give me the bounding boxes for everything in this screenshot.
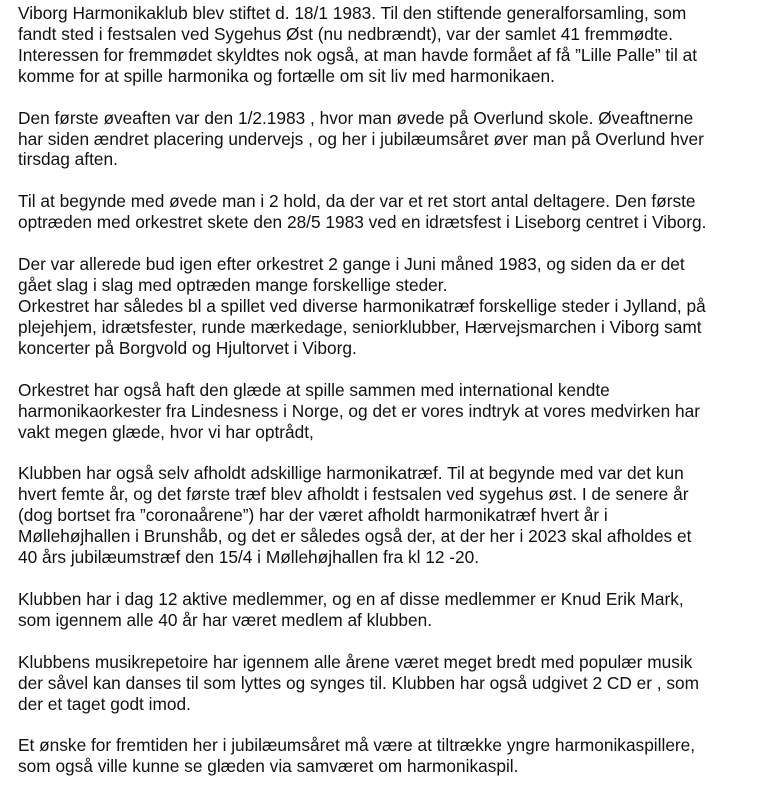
- text-line: hvert femte år, og det første træf blev afholdt i festsalen ved sygehus øst. I de senere år: [18, 484, 689, 505]
- text-line: fandt sted i festsalen ved Sygehus Øst (nu nedbrændt), var der samlet 41 fremmødte.: [18, 23, 674, 44]
- text-line: Den første øveaften var den 1/2.1983 , hvor man øvede på Overlund skole. Øveaftnerne: [18, 107, 694, 128]
- paragraph-future-wish: [18, 735, 763, 777]
- paragraph-international: [18, 380, 763, 443]
- text-line: som også ville kunne se glæden via samværet om harmonikaspil.: [18, 756, 519, 777]
- text-line: der et taget godt imod.: [18, 693, 191, 714]
- text-line: har siden ændret placering undervejs , og her i jubilæumsåret øver man på Overlund hver: [18, 128, 704, 149]
- paragraph-founding: [18, 3, 763, 87]
- text-line: Orkestret har således bl a spillet ved diverse harmonikatræf forskellige steder i Jylland, på: [18, 295, 706, 316]
- text-line: gået slag i slag med optræden mange forskellige steder.: [18, 275, 448, 296]
- text-line: Møllehøjhallen i Brunshåb, og det er således også der, at der her i 2023 skal afholdes et: [18, 526, 692, 547]
- text-line: Klubben har i dag 12 aktive medlemmer, og en af disse medlemmer er Knud Erik Mark,: [18, 588, 684, 609]
- text-line: optræden med orkestret skete den 28/5 1983 ved en idrætsfest i Liseborg centret i Viborg.: [18, 212, 707, 233]
- text-line: komme for at spille harmonika og fortælle om sit liv med harmonikaen.: [18, 65, 555, 86]
- text-line: tirsdag aften.: [18, 149, 118, 170]
- text-line: Viborg Harmonikaklub blev stiftet d. 18/1 1983. Til den stiftende generalforsamling, som: [18, 3, 687, 23]
- text-line: der såvel kan danses til som lyttes og synges til. Klubben har også udgivet 2 CD er , som: [18, 672, 700, 693]
- text-line: koncerter på Borgvold og Hjultorvet i Viborg.: [18, 337, 357, 358]
- paragraph-first-rehearsal: [18, 108, 763, 171]
- text-line: harmonikaorkester fra Lindesness i Norge, og det er vores indtryk at vores medvirken har: [18, 400, 700, 421]
- text-line: Klubbens musikrepetoire har igennem alle årene været meget bredt med populær musik: [18, 651, 693, 672]
- paragraph-venues: [18, 296, 763, 359]
- text-line: (dog bortset fra ”coronaårene”) har der været afholdt harmonikatræf hvert år i: [18, 505, 608, 526]
- text-line: som igennem alle 40 år har været medlem af klubben.: [18, 609, 432, 630]
- text-line: Til at begynde med øvede man i 2 hold, da der var et ret stort antal deltagere. Den første: [18, 191, 696, 212]
- paragraph-bookings: [18, 254, 763, 296]
- text-line: 40 års jubilæumstræf den 15/4 i Møllehøjhallen fra kl 12 -20.: [18, 547, 480, 568]
- text-line: Orkestret har også haft den glæde at spille sammen med international kendte: [18, 379, 610, 400]
- paragraph-harmonica-meetings: [18, 463, 763, 568]
- paragraph-repertoire: [18, 652, 763, 715]
- text-line: Der var allerede bud igen efter orkestret 2 gange i Juni måned 1983, og siden da er det: [18, 254, 685, 275]
- paragraph-members: [18, 589, 763, 631]
- document-body: [18, 3, 763, 777]
- paragraph-first-performance: [18, 191, 763, 233]
- text-line: Interessen for fremmødet skyldtes nok også, at man havde formået af få ”Lille Palle” til at: [18, 44, 698, 65]
- text-line: plejehjem, idrætsfester, runde mærkedage, seniorklubber, Hærvejsmarchen i Viborg samt: [18, 316, 702, 337]
- text-line: Et ønske for fremtiden her i jubilæumsåret må være at tiltrække yngre harmonikaspillere,: [18, 735, 696, 756]
- text-line: vakt megen glæde, hvor vi har optrådt,: [18, 421, 314, 442]
- text-line: Klubben har også selv afholdt adskillige harmonikatræf. Til at begynde med var det kun: [18, 463, 684, 484]
